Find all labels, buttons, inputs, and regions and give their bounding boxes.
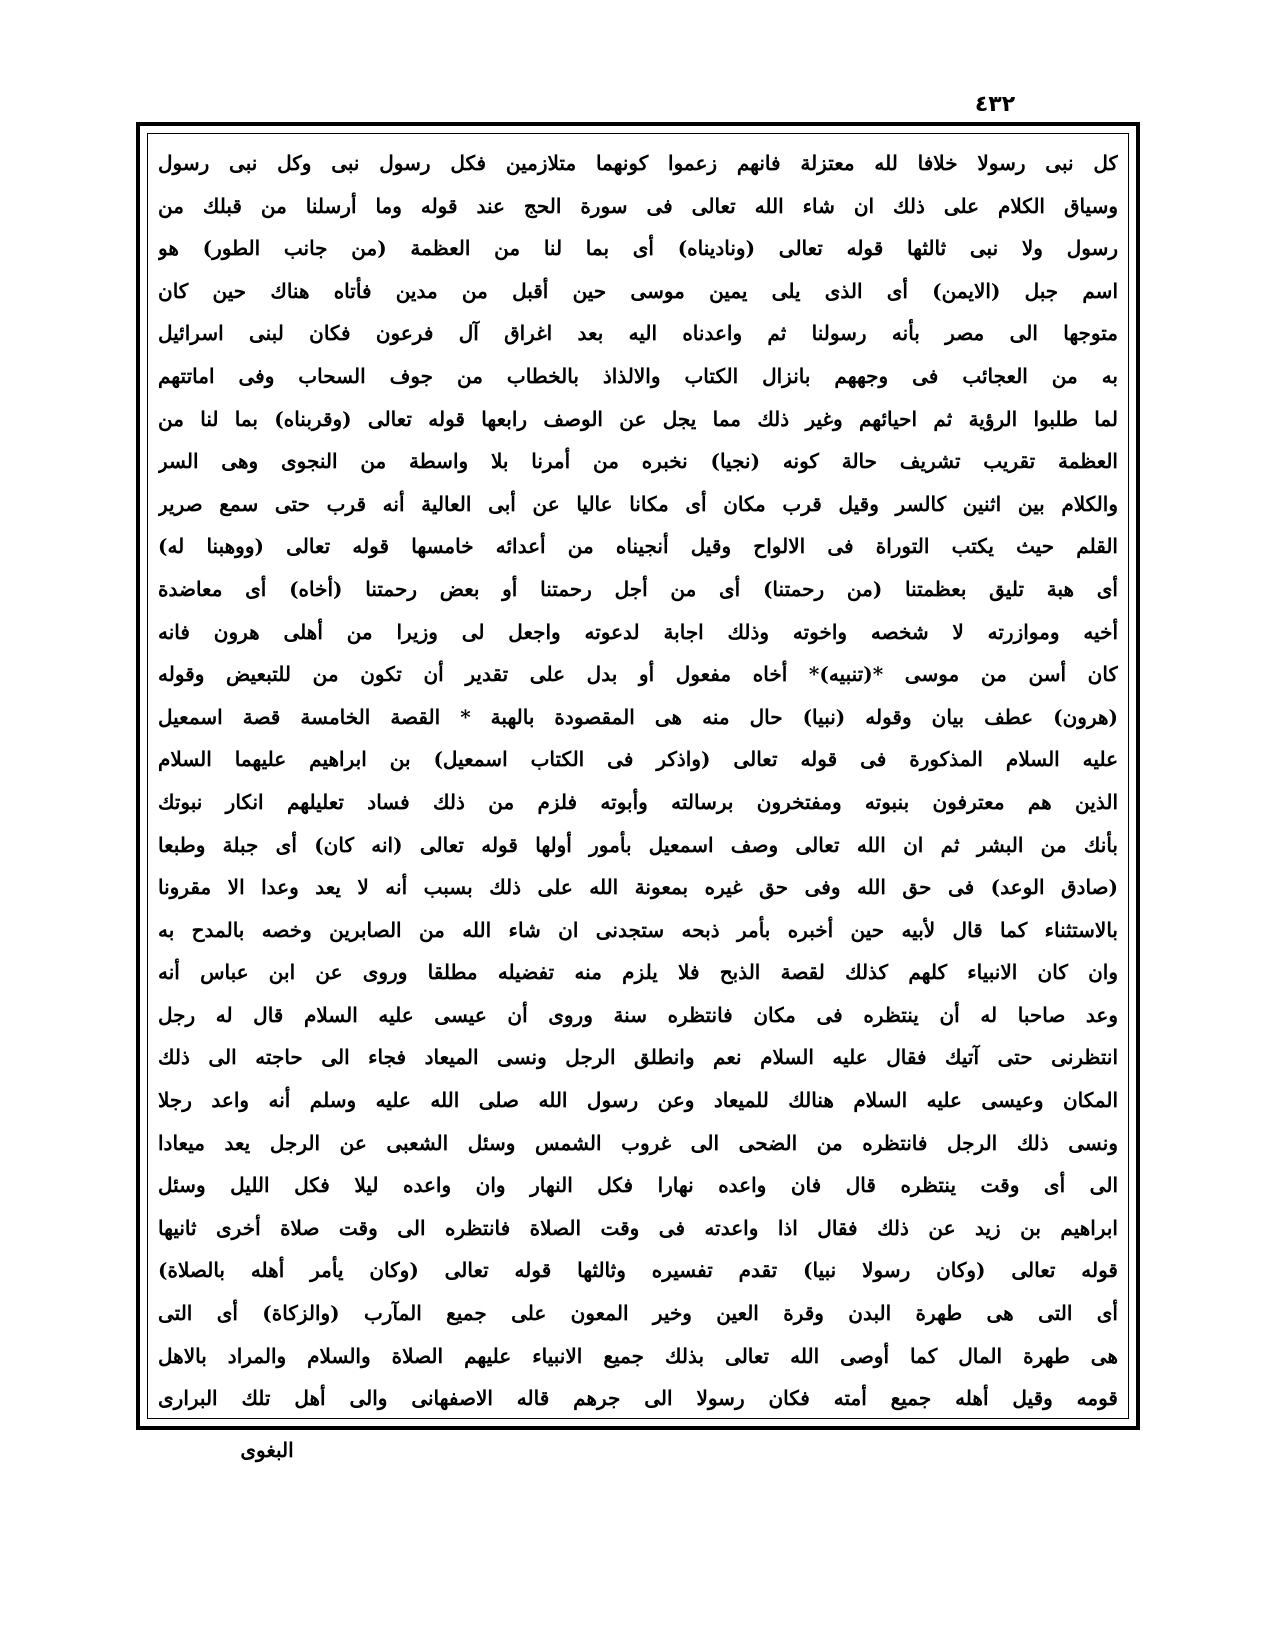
page-number: ٤٣٢	[974, 92, 1016, 117]
text-line: كل نبى رسولا خلافا لله معتزلة فانهم زعموا كونهما متلازمين فكل رسول نبى وكل نبى رسول	[158, 151, 1118, 175]
text-line: اسم جبل (الايمن) أى الذى يلى يمين موسى حين أقبل من مدين فأتاه هناك حين كان	[158, 278, 1118, 303]
text-line: أخيه وموازرته لا شخصه واخوته وذلك اجابة لدعوته واجعل لى وزيرا من أهلى هرون فانه	[158, 619, 1118, 644]
text-line: العظمة تقريب تشريف حالة كونه (نجيا) نخبره من أمرنا بلا واسطة من النجوى وهى السر	[158, 449, 1118, 474]
text-line: الذين هم معترفون بنبوته ومفتخرون برسالته وأبوته فلزم من ذلك فساد تعليلهم انكار نبوتك	[158, 789, 1118, 814]
text-line: كان أسن من موسى *(تنبيه)* أخاه مفعول أو بدل على تقدير أن تكون من للتبعيض وقوله	[158, 662, 1118, 687]
text-line: وعد صاحبا له أن ينتظره فى مكان فانتظره سنة وروى أن عيسى عليه السلام قال له رجل	[158, 1002, 1118, 1027]
text-line: انتظرنى حتى آتيك فقال عليه السلام نعم وانطلق الرجل ونسى الميعاد فجاء الى حاجته الى ذلك	[158, 1045, 1118, 1070]
text-line: بأنك من البشر ثم ان الله تعالى وصف اسمعيل بأمور أولها قوله تعالى (انه كان) أى جبلة وطبعا	[158, 832, 1118, 857]
text-line: وان كان الانبياء كلهم كذلك لقصة الذبح فلا يلزم منه تفضيله مطلقا وروى عن ابن عباس أنه	[158, 960, 1118, 985]
text-line: القلم حيث يكتب التوراة فى الالواح وقيل أنجيناه من أعدائه خامسها قوله تعالى (ووهبنا له)	[158, 534, 1118, 559]
catchword: البغوى	[240, 1438, 294, 1462]
text-line: المكان وعيسى عليه السلام هنالك للميعاد وعن رسول الله صلى الله عليه وسلم أنه واعد رجلا	[158, 1088, 1118, 1113]
text-line: متوجها الى مصر بأنه رسولنا ثم واعدناه اليه بعد اغراق آل فرعون فكان لبنى اسرائيل	[158, 321, 1118, 346]
text-line: الى أى وقت ينتظره قال فان واعده نهارا فكل النهار وان واعده ليلا فكل الليل وسئل	[158, 1173, 1118, 1198]
text-line: والكلام بين اثنين كالسر وقيل قرب مكان أى مكانا عاليا عن أبى العالية أنه قرب حتى سمع صرير	[158, 491, 1118, 516]
text-line: أى التى هى طهرة البدن وقرة العين وخير المعون على جميع المآرب (والزكاة) أى التى	[158, 1301, 1118, 1326]
text-line: أى هبة تليق بعظمتنا (من رحمتنا) أى من أجل رحمتنا أو بعض رحمتنا (أخاه) أى معاضدة	[158, 576, 1118, 601]
body-text	[158, 142, 1118, 1419]
text-line: قومه وقيل أهله جميع أمته فكان رسولا الى جرهم قاله الاصفهانى والى أهل تلك البرارى	[158, 1386, 1118, 1411]
text-line: رسول ولا نبى ثالثها قوله تعالى (وناديناه) أى بما لنا من العظمة (من جانب الطور) هو	[158, 236, 1118, 261]
text-line: عليه السلام المذكورة فى قوله تعالى (واذكر فى الكتاب اسمعيل) بن ابراهيم عليهما السلام	[158, 747, 1118, 772]
text-line: هى طهرة المال كما أوصى الله تعالى بذلك جميع الانبياء عليهم الصلاة والسلام والمراد بالاهل	[158, 1343, 1118, 1368]
text-line: به من العجائب فى وجههم بانزال الكتاب والالذاذ بالخطاب من جوف السحاب وفى اماتتهم	[158, 363, 1118, 388]
text-line: لما طلبوا الرؤية ثم احيائهم وغير ذلك مما يجل عن الوصف رابعها قوله تعالى (وقربناه) بما لنا من	[158, 406, 1118, 431]
text-line: (هرون) عطف بيان وقوله (نبيا) حال منه هى المقصودة بالهبة * القصة الخامسة قصة اسمعيل	[158, 704, 1118, 729]
text-line: ونسى ذلك الرجل فانتظره من الضحى الى غروب الشمس وسئل الشعبى عن الرجل يعد ميعادا	[158, 1130, 1118, 1155]
text-line: ابراهيم بن زيد عن ذلك فقال اذا واعدته فى وقت الصلاة فانتظره الى وقت صلاة أخرى ثانيها	[158, 1215, 1118, 1240]
text-line: (صادق الوعد) فى حق الله وفى حق غيره بمعونة الله على ذلك بسبب أنه لا يعد وعدا الا مقرونا	[158, 875, 1118, 900]
text-line: قوله تعالى (وكان رسولا نبيا) تقدم تفسيره وثالثها قوله تعالى (وكان يأمر أهله بالصلاة)	[158, 1258, 1118, 1283]
text-line: بالاستثناء كما قال لأبيه حين أخبره بأمر ذبحه ستجدنى ان شاء الله من الصابرين وخصه بالمدح به	[158, 917, 1118, 942]
text-line: وسياق الكلام على ذلك ان شاء الله تعالى فى سورة الحج عند قوله وما أرسلنا من قبلك من	[158, 193, 1118, 218]
text-frame	[147, 133, 1129, 1419]
